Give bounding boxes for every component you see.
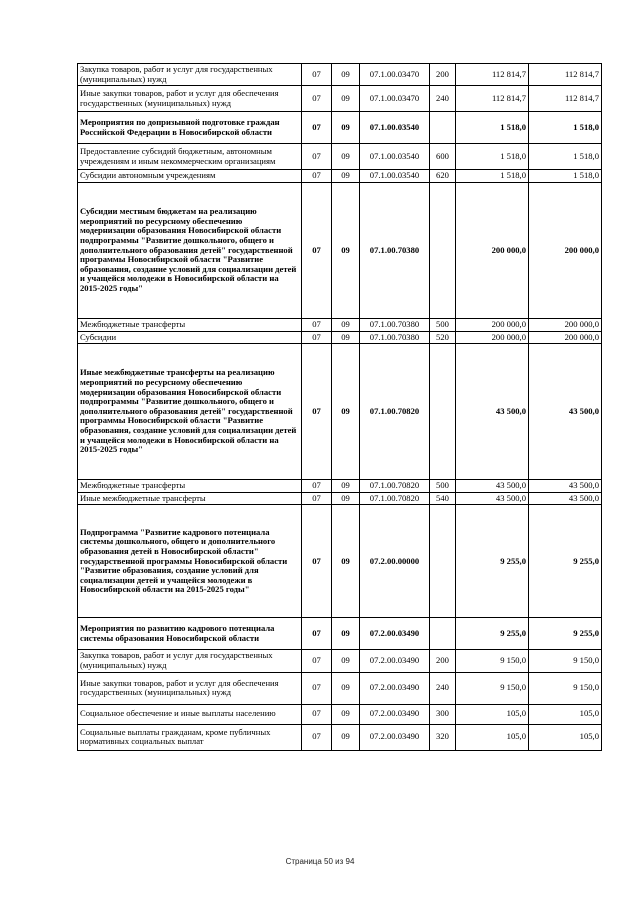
expense-type-cell: 600 bbox=[430, 144, 456, 170]
subsection-code-cell: 09 bbox=[332, 650, 360, 672]
table-row bbox=[78, 650, 602, 672]
table-row bbox=[78, 182, 602, 318]
expense-type-cell bbox=[430, 344, 456, 480]
amount-year1-cell: 1 518,0 bbox=[456, 144, 529, 170]
subsection-code-cell: 09 bbox=[332, 724, 360, 750]
table-row bbox=[78, 64, 602, 86]
target-article-cell: 07.1.00.70380 bbox=[360, 182, 430, 318]
amount-year2-cell: 112 814,7 bbox=[529, 86, 602, 112]
section-code-cell: 07 bbox=[302, 112, 332, 144]
expense-type-cell: 240 bbox=[430, 672, 456, 704]
item-name-cell: Закупка товаров, работ и услуг для государственных (муниципальных) нужд bbox=[78, 650, 302, 672]
target-article-cell: 07.1.00.03470 bbox=[360, 86, 430, 112]
page-number: Страница 50 из 94 bbox=[285, 857, 355, 866]
amount-year1-cell: 1 518,0 bbox=[456, 170, 529, 183]
subsection-code-cell: 09 bbox=[332, 672, 360, 704]
amount-year1-cell: 9 150,0 bbox=[456, 672, 529, 704]
expense-type-cell: 620 bbox=[430, 170, 456, 183]
amount-year2-cell: 43 500,0 bbox=[529, 480, 602, 493]
amount-year2-cell: 200 000,0 bbox=[529, 318, 602, 331]
section-code-cell: 07 bbox=[302, 505, 332, 618]
subsection-code-cell: 09 bbox=[332, 318, 360, 331]
item-name-cell: Мероприятия по допризывной подготовке граждан Российской Федерации в Новосибирской области bbox=[78, 112, 302, 144]
table-row bbox=[78, 331, 602, 344]
amount-year2-cell: 112 814,7 bbox=[529, 64, 602, 86]
amount-year1-cell: 105,0 bbox=[456, 724, 529, 750]
amount-year2-cell: 200 000,0 bbox=[529, 182, 602, 318]
amount-year1-cell: 200 000,0 bbox=[456, 182, 529, 318]
amount-year1-cell: 112 814,7 bbox=[456, 64, 529, 86]
item-name-cell: Иные закупки товаров, работ и услуг для обеспечения государственных (муниципальных) нужд bbox=[78, 86, 302, 112]
table-row bbox=[78, 144, 602, 170]
subsection-code-cell: 09 bbox=[332, 505, 360, 618]
target-article-cell: 07.1.00.70380 bbox=[360, 318, 430, 331]
section-code-cell: 07 bbox=[302, 182, 332, 318]
amount-year1-cell: 43 500,0 bbox=[456, 344, 529, 480]
section-code-cell: 07 bbox=[302, 170, 332, 183]
expense-type-cell: 200 bbox=[430, 650, 456, 672]
section-code-cell: 07 bbox=[302, 86, 332, 112]
target-article-cell: 07.2.00.00000 bbox=[360, 505, 430, 618]
target-article-cell: 07.1.00.70820 bbox=[360, 344, 430, 480]
target-article-cell: 07.1.00.70380 bbox=[360, 331, 430, 344]
subsection-code-cell: 09 bbox=[332, 480, 360, 493]
section-code-cell: 07 bbox=[302, 672, 332, 704]
target-article-cell: 07.1.00.03470 bbox=[360, 64, 430, 86]
subsection-code-cell: 09 bbox=[332, 144, 360, 170]
subsection-code-cell: 09 bbox=[332, 170, 360, 183]
subsection-code-cell: 09 bbox=[332, 86, 360, 112]
item-name-cell: Социальные выплаты гражданам, кроме публичных нормативных социальных выплат bbox=[78, 724, 302, 750]
target-article-cell: 07.1.00.03540 bbox=[360, 112, 430, 144]
item-name-cell: Иные межбюджетные трансферты на реализацию мероприятий по ресурсному обеспечению модернизации образования Новосибирской области подпрограммы "Развитие дошкольного, общего и дополнительного образования детей" государственной программы Новосибирской области "Развитие образования, создание условий для социализации детей и учащейся молодежи в Новосибирской области на 2015-2025 годы" bbox=[78, 344, 302, 480]
table-row bbox=[78, 672, 602, 704]
subsection-code-cell: 09 bbox=[332, 492, 360, 505]
amount-year1-cell: 200 000,0 bbox=[456, 331, 529, 344]
item-name-cell: Подпрограмма "Развитие кадрового потенциала системы дошкольного, общего и дополнительного образования детей в Новосибирской области" государственной программы Новосибирской области "Развитие образования, создание условий для социализации детей и учащейся молодежи в Новосибирской области на 2015-2025 годы" bbox=[78, 505, 302, 618]
amount-year2-cell: 105,0 bbox=[529, 724, 602, 750]
expense-type-cell: 300 bbox=[430, 704, 456, 724]
table-row bbox=[78, 170, 602, 183]
target-article-cell: 07.1.00.03540 bbox=[360, 144, 430, 170]
section-code-cell: 07 bbox=[302, 64, 332, 86]
target-article-cell: 07.2.00.03490 bbox=[360, 704, 430, 724]
amount-year2-cell: 43 500,0 bbox=[529, 344, 602, 480]
amount-year2-cell: 9 150,0 bbox=[529, 650, 602, 672]
target-article-cell: 07.2.00.03490 bbox=[360, 650, 430, 672]
amount-year1-cell: 43 500,0 bbox=[456, 492, 529, 505]
target-article-cell: 07.2.00.03490 bbox=[360, 672, 430, 704]
subsection-code-cell: 09 bbox=[332, 64, 360, 86]
item-name-cell: Межбюджетные трансферты bbox=[78, 318, 302, 331]
subsection-code-cell: 09 bbox=[332, 182, 360, 318]
table-row bbox=[78, 318, 602, 331]
table-row bbox=[78, 724, 602, 750]
item-name-cell: Межбюджетные трансферты bbox=[78, 480, 302, 493]
amount-year1-cell: 43 500,0 bbox=[456, 480, 529, 493]
item-name-cell: Субсидии bbox=[78, 331, 302, 344]
table-row bbox=[78, 86, 602, 112]
budget-table bbox=[77, 63, 602, 751]
section-code-cell: 07 bbox=[302, 618, 332, 650]
expense-type-cell: 500 bbox=[430, 318, 456, 331]
target-article-cell: 07.1.00.70820 bbox=[360, 492, 430, 505]
section-code-cell: 07 bbox=[302, 480, 332, 493]
item-name-cell: Иные закупки товаров, работ и услуг для обеспечения государственных (муниципальных) нужд bbox=[78, 672, 302, 704]
amount-year1-cell: 9 150,0 bbox=[456, 650, 529, 672]
section-code-cell: 07 bbox=[302, 704, 332, 724]
amount-year1-cell: 1 518,0 bbox=[456, 112, 529, 144]
item-name-cell: Субсидии автономным учреждениям bbox=[78, 170, 302, 183]
expense-type-cell bbox=[430, 618, 456, 650]
amount-year1-cell: 112 814,7 bbox=[456, 86, 529, 112]
subsection-code-cell: 09 bbox=[332, 112, 360, 144]
amount-year2-cell: 1 518,0 bbox=[529, 170, 602, 183]
subsection-code-cell: 09 bbox=[332, 704, 360, 724]
amount-year2-cell: 200 000,0 bbox=[529, 331, 602, 344]
item-name-cell: Закупка товаров, работ и услуг для государственных (муниципальных) нужд bbox=[78, 64, 302, 86]
table-row bbox=[78, 492, 602, 505]
section-code-cell: 07 bbox=[302, 344, 332, 480]
expense-type-cell: 200 bbox=[430, 64, 456, 86]
amount-year1-cell: 200 000,0 bbox=[456, 318, 529, 331]
table-row bbox=[78, 480, 602, 493]
section-code-cell: 07 bbox=[302, 724, 332, 750]
amount-year2-cell: 1 518,0 bbox=[529, 144, 602, 170]
amount-year1-cell: 9 255,0 bbox=[456, 618, 529, 650]
item-name-cell: Предоставление субсидий бюджетным, автономным учреждениям и иным некоммерческим организациям bbox=[78, 144, 302, 170]
amount-year2-cell: 1 518,0 bbox=[529, 112, 602, 144]
expense-type-cell bbox=[430, 182, 456, 318]
amount-year1-cell: 105,0 bbox=[456, 704, 529, 724]
expense-type-cell: 240 bbox=[430, 86, 456, 112]
section-code-cell: 07 bbox=[302, 144, 332, 170]
target-article-cell: 07.1.00.70820 bbox=[360, 480, 430, 493]
item-name-cell: Субсидии местным бюджетам на реализацию мероприятий по ресурсному обеспечению модернизации образования Новосибирской области подпрограммы "Развитие дошкольного, общего и дополнительного образования детей" государственной программы Новосибирской области "Развитие образования, создание условий для социализации детей и учащейся молодежи в Новосибирской области на 2015-2025 годы" bbox=[78, 182, 302, 318]
section-code-cell: 07 bbox=[302, 331, 332, 344]
table-row bbox=[78, 344, 602, 480]
amount-year2-cell: 9 150,0 bbox=[529, 672, 602, 704]
item-name-cell: Иные межбюджетные трансферты bbox=[78, 492, 302, 505]
target-article-cell: 07.1.00.03540 bbox=[360, 170, 430, 183]
expense-type-cell: 540 bbox=[430, 492, 456, 505]
item-name-cell: Социальное обеспечение и иные выплаты населению bbox=[78, 704, 302, 724]
amount-year2-cell: 9 255,0 bbox=[529, 618, 602, 650]
expense-type-cell: 520 bbox=[430, 331, 456, 344]
item-name-cell: Мероприятия по развитию кадрового потенциала системы образования Новосибирской области bbox=[78, 618, 302, 650]
subsection-code-cell: 09 bbox=[332, 344, 360, 480]
target-article-cell: 07.2.00.03490 bbox=[360, 724, 430, 750]
expense-type-cell bbox=[430, 505, 456, 618]
table-row bbox=[78, 505, 602, 618]
expense-type-cell: 320 bbox=[430, 724, 456, 750]
section-code-cell: 07 bbox=[302, 318, 332, 331]
table-row bbox=[78, 112, 602, 144]
table-row bbox=[78, 704, 602, 724]
amount-year2-cell: 43 500,0 bbox=[529, 492, 602, 505]
amount-year2-cell: 105,0 bbox=[529, 704, 602, 724]
target-article-cell: 07.2.00.03490 bbox=[360, 618, 430, 650]
section-code-cell: 07 bbox=[302, 492, 332, 505]
amount-year2-cell: 9 255,0 bbox=[529, 505, 602, 618]
section-code-cell: 07 bbox=[302, 650, 332, 672]
expense-type-cell bbox=[430, 112, 456, 144]
expense-type-cell: 500 bbox=[430, 480, 456, 493]
table-body bbox=[78, 64, 602, 751]
subsection-code-cell: 09 bbox=[332, 331, 360, 344]
amount-year1-cell: 9 255,0 bbox=[456, 505, 529, 618]
subsection-code-cell: 09 bbox=[332, 618, 360, 650]
table-row bbox=[78, 618, 602, 650]
